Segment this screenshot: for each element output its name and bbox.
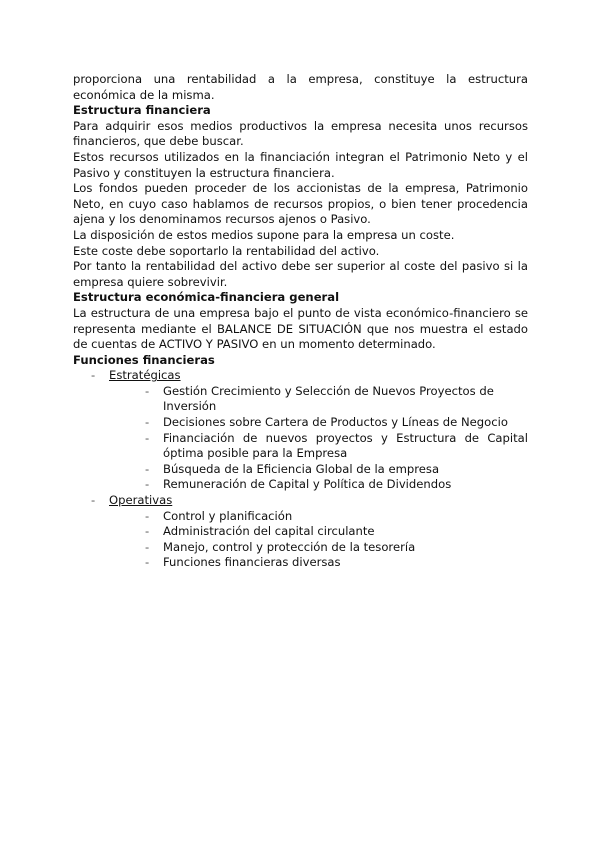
list-item-text: Administración del capital circulante <box>163 524 375 539</box>
group-estrategicas <box>73 368 528 493</box>
paragraph-recursos: Estos recursos utilizados en la financiación integran el Patrimonio Neto y el Pasivo y constituyen la estructura financiera. <box>73 149 528 180</box>
paragraph-por-tanto: Por tanto la rentabilidad del activo debe ser superior al coste del pasivo si la empresa quiere sobrevivir. <box>73 259 528 289</box>
estrategicas-items <box>109 384 528 493</box>
paragraph-coste: Este coste debe soportarlo la rentabilidad del activo. <box>73 243 380 258</box>
list-marker: - <box>91 368 96 383</box>
paragraph-adquirir: Para adquirir esos medios productivos la empresa necesita unos recursos financieros, que debe buscar. <box>73 118 528 149</box>
list-item <box>145 415 528 431</box>
list-item <box>145 431 528 462</box>
list-item-text: Control y planificación <box>163 508 293 523</box>
heading-funciones-financieras: Funciones financieras <box>73 352 215 367</box>
list-item <box>145 540 528 556</box>
group-label-estrategicas: Estratégicas <box>109 368 181 383</box>
list-item <box>145 462 528 478</box>
group-label-operativas: Operativas <box>109 493 173 508</box>
paragraph-disposicion: La disposición de estos medios supone para la empresa un coste. <box>73 227 455 242</box>
list-marker: - <box>145 539 150 554</box>
list-marker: - <box>145 477 150 492</box>
list-marker: - <box>91 493 96 508</box>
list-marker: - <box>145 415 150 430</box>
group-operativas <box>73 493 528 571</box>
list-marker: - <box>145 461 150 476</box>
list-item <box>145 384 528 415</box>
list-item-text: Gestión Crecimiento y Selección de Nuevos Proyectos de Inversión <box>163 383 494 414</box>
list-item-text: Decisiones sobre Cartera de Productos y Líneas de Negocio <box>163 415 508 430</box>
list-item-text: Búsqueda de la Eficiencia Global de la empresa <box>163 461 440 476</box>
paragraph-fondos: Los fondos pueden proceder de los accionistas de la empresa, Patrimonio Neto, en cuyo caso hablamos de recursos propios, o bien tener procedencia ajena y los denominamos recursos ajenos o Pasivo. <box>73 181 528 227</box>
paragraph-intro: proporciona una rentabilidad a la empresa, constituye la estructura económica de la misma. <box>73 72 528 102</box>
list-marker: - <box>145 430 150 445</box>
list-marker: - <box>145 383 150 398</box>
heading-estructura-general: Estructura económica-financiera general <box>73 290 340 305</box>
list-marker: - <box>145 555 150 570</box>
list-marker: - <box>145 508 150 523</box>
list-item-text: Remuneración de Capital y Política de Dividendos <box>163 477 452 492</box>
operativas-items <box>109 509 528 571</box>
paragraph-estructura: La estructura de una empresa bajo el punto de vista económico-financiero se representa mediante el BALANCE DE SITUACIÓN que nos muestra el estado de cuentas de ACTIVO Y PASIVO en un momento determinado. <box>73 305 528 352</box>
list-marker: - <box>145 524 150 539</box>
list-item-text: Financiación de nuevos proyectos y Estructura de Capital óptima posible para la Empresa <box>163 430 528 461</box>
list-item <box>145 477 528 493</box>
heading-estructura-financiera: Estructura financiera <box>73 103 211 118</box>
list-item <box>145 509 528 525</box>
list-item <box>145 524 528 540</box>
list-item-text: Manejo, control y protección de la tesorería <box>163 539 416 554</box>
funciones-list <box>73 368 528 571</box>
list-item-text: Funciones financieras diversas <box>163 555 341 570</box>
list-item <box>145 555 528 571</box>
